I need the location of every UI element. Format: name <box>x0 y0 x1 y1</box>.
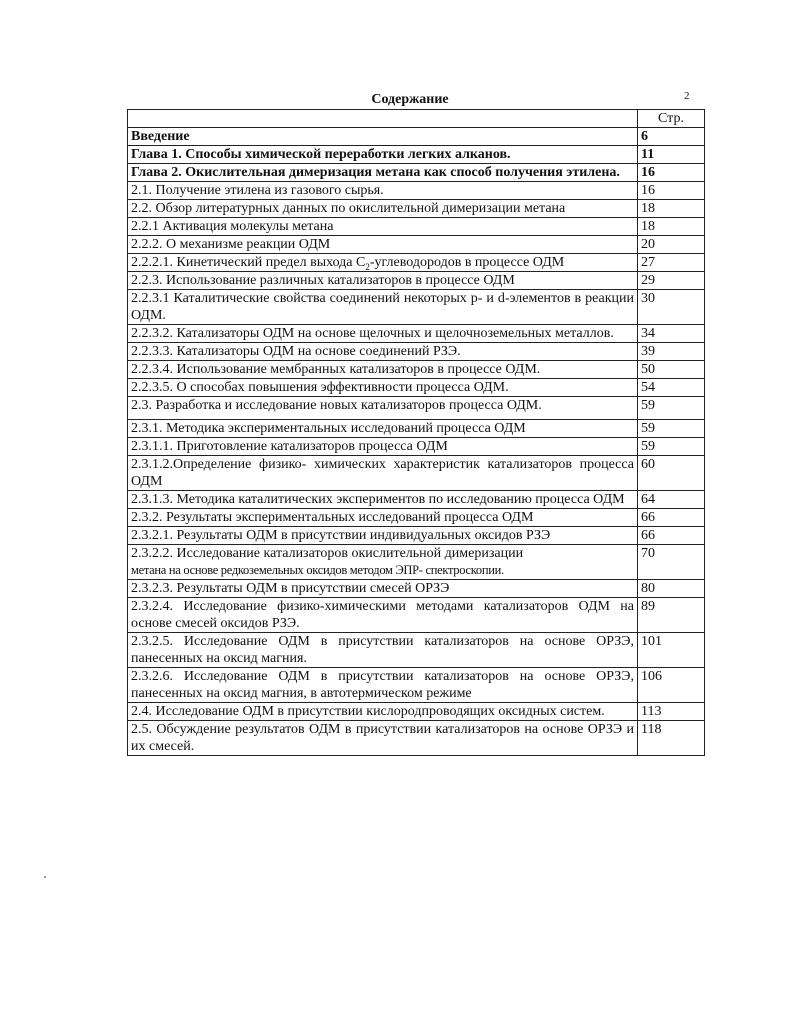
toc-row <box>128 236 705 254</box>
toc-entry-title-line: метана на основе редкоземельных оксидов методом ЭПР- спектроскопии. <box>131 563 504 577</box>
toc-entry-title: 2.2.2. О механизме реакции ОДМ <box>128 236 638 254</box>
toc-header-row <box>128 110 705 128</box>
toc-entry-page: 59 <box>638 420 705 438</box>
toc-entry-page: 20 <box>638 236 705 254</box>
toc-row <box>128 668 705 703</box>
toc-row <box>128 703 705 721</box>
toc-row <box>128 290 705 325</box>
toc-entry-title: Введение <box>128 128 638 146</box>
toc-entry-title: 2.3.1.1. Приготовление катализаторов процесса ОДМ <box>128 438 638 456</box>
toc-entry-page: 16 <box>638 182 705 200</box>
toc-entry-title: 2.1. Получение этилена из газового сырья. <box>128 182 638 200</box>
toc-entry-title: 2.5. Обсуждение результатов ОДМ в присутствии катализаторов на основе ОРЗЭ и их смесей. <box>128 721 638 756</box>
toc-entry-title: 2.3.1.2.Определение физико- химических характеристик катализаторов процесса ОДМ <box>128 456 638 491</box>
toc-row <box>128 361 705 379</box>
toc-entry-page: 39 <box>638 343 705 361</box>
toc-entry-title-part: -углеводородов в процессе ОДМ <box>369 255 565 270</box>
toc-entry-title: 2.4. Исследование ОДМ в присутствии кислородпроводящих оксидных систем. <box>128 703 638 721</box>
toc-row <box>128 721 705 756</box>
toc-entry-title: 2.2.3.5. О способах повышения эффективности процесса ОДМ. <box>128 379 638 397</box>
toc-row <box>128 438 705 456</box>
toc-entry-title: Глава 1. Способы химической переработки легких алканов. <box>128 146 638 164</box>
toc-entry-title: 2.2.3.1 Каталитические свойства соединений некоторых p- и d-элементов в реакции ОДМ. <box>128 290 638 325</box>
toc-entry-page: 66 <box>638 527 705 545</box>
toc-entry-page: 66 <box>638 509 705 527</box>
toc-entry-title: 2.3.2. Результаты экспериментальных исследований процесса ОДМ <box>128 509 638 527</box>
toc-row <box>128 456 705 491</box>
toc-entry-title: 2.3. Разработка и исследование новых катализаторов процесса ОДМ. <box>128 397 638 420</box>
toc-entry-title-part: 2.2.2.1. Кинетический предел выхода С <box>131 255 366 270</box>
toc-entry-title-line: 2.3.2.2. Исследование катализаторов окислительной димеризации <box>131 546 524 561</box>
toc-row <box>128 580 705 598</box>
toc-entry-page: 59 <box>638 397 705 420</box>
toc-entry-page: 29 <box>638 272 705 290</box>
toc-entry-page: 60 <box>638 456 705 491</box>
toc-row <box>128 397 705 420</box>
toc-entry-page: 80 <box>638 580 705 598</box>
toc-row <box>128 379 705 397</box>
table-of-contents <box>127 109 705 756</box>
toc-entry-title: 2.2.3. Использование различных катализаторов в процессе ОДМ <box>128 272 638 290</box>
toc-entry-page: 70 <box>638 545 705 580</box>
page-number: 2 <box>684 90 690 102</box>
toc-entry-page: 27 <box>638 254 705 272</box>
toc-row <box>128 343 705 361</box>
toc-entry-title: 2.2.3.4. Использование мембранных катализаторов в процессе ОДМ. <box>128 361 638 379</box>
toc-entry-page: 64 <box>638 491 705 509</box>
toc-entry-title: 2.3.1. Методика экспериментальных исследований процесса ОДМ <box>128 420 638 438</box>
toc-entry-title: 2.3.2.3. Результаты ОДМ в присутствии смесей ОРЗЭ <box>128 580 638 598</box>
toc-entry-page: 6 <box>638 128 705 146</box>
subscript: 2 <box>365 261 370 272</box>
scan-speck <box>44 876 46 878</box>
toc-entry-page: 59 <box>638 438 705 456</box>
toc-entry-page: 18 <box>638 218 705 236</box>
toc-row <box>128 254 705 272</box>
toc-entry-page: 118 <box>638 721 705 756</box>
toc-entry-title <box>128 254 638 272</box>
toc-entry-page: 16 <box>638 164 705 182</box>
toc-entry-title: 2.2.1 Активация молекулы метана <box>128 218 638 236</box>
toc-entry-title <box>128 545 638 580</box>
toc-row <box>128 128 705 146</box>
toc-entry-title: 2.3.2.5. Исследование ОДМ в присутствии катализаторов на основе ОРЗЭ, панесенных на оксид магния. <box>128 633 638 668</box>
toc-entry-page: 54 <box>638 379 705 397</box>
toc-row <box>128 545 705 580</box>
toc-entry-title: 2.3.2.1. Результаты ОДМ в присутствии индивидуальных оксидов РЗЭ <box>128 527 638 545</box>
toc-row <box>128 598 705 633</box>
page-column-header: Стр. <box>638 110 705 128</box>
toc-row <box>128 164 705 182</box>
toc-entry-title: 2.2.3.3. Катализаторы ОДМ на основе соединений РЗЭ. <box>128 343 638 361</box>
toc-row <box>128 491 705 509</box>
toc-entry-title: 2.3.1.3. Методика каталитических экспериментов по исследованию процесса ОДМ <box>128 491 638 509</box>
toc-row <box>128 200 705 218</box>
toc-row <box>128 146 705 164</box>
toc-row <box>128 420 705 438</box>
page-title: Содержание <box>371 92 449 107</box>
toc-entry-page: 101 <box>638 633 705 668</box>
toc-entry-title: 2.2. Обзор литературных данных по окислительной димеризации метана <box>128 200 638 218</box>
toc-entry-page: 106 <box>638 668 705 703</box>
toc-entry-page: 113 <box>638 703 705 721</box>
toc-row <box>128 509 705 527</box>
toc-row <box>128 218 705 236</box>
toc-entry-title: Глава 2. Окислительная димеризация метана как способ получения этилена. <box>128 164 638 182</box>
toc-entry-page: 50 <box>638 361 705 379</box>
toc-entry-page: 11 <box>638 146 705 164</box>
toc-row <box>128 182 705 200</box>
toc-row <box>128 633 705 668</box>
toc-entry-title: 2.2.3.2. Катализаторы ОДМ на основе щелочных и щелочноземельных металлов. <box>128 325 638 343</box>
toc-row <box>128 325 705 343</box>
toc-entry-page: 89 <box>638 598 705 633</box>
toc-row <box>128 527 705 545</box>
toc-entry-title: 2.3.2.6. Исследование ОДМ в присутствии катализаторов на основе ОРЗЭ, панесенных на оксид магния, в автотермическом режиме <box>128 668 638 703</box>
toc-entry-title: 2.3.2.4. Исследование физико-химическими методами катализаторов ОДМ на основе смесей оксидов РЗЭ. <box>128 598 638 633</box>
toc-entry-page: 34 <box>638 325 705 343</box>
toc-entry-page: 30 <box>638 290 705 325</box>
toc-entry-page: 18 <box>638 200 705 218</box>
toc-row <box>128 272 705 290</box>
